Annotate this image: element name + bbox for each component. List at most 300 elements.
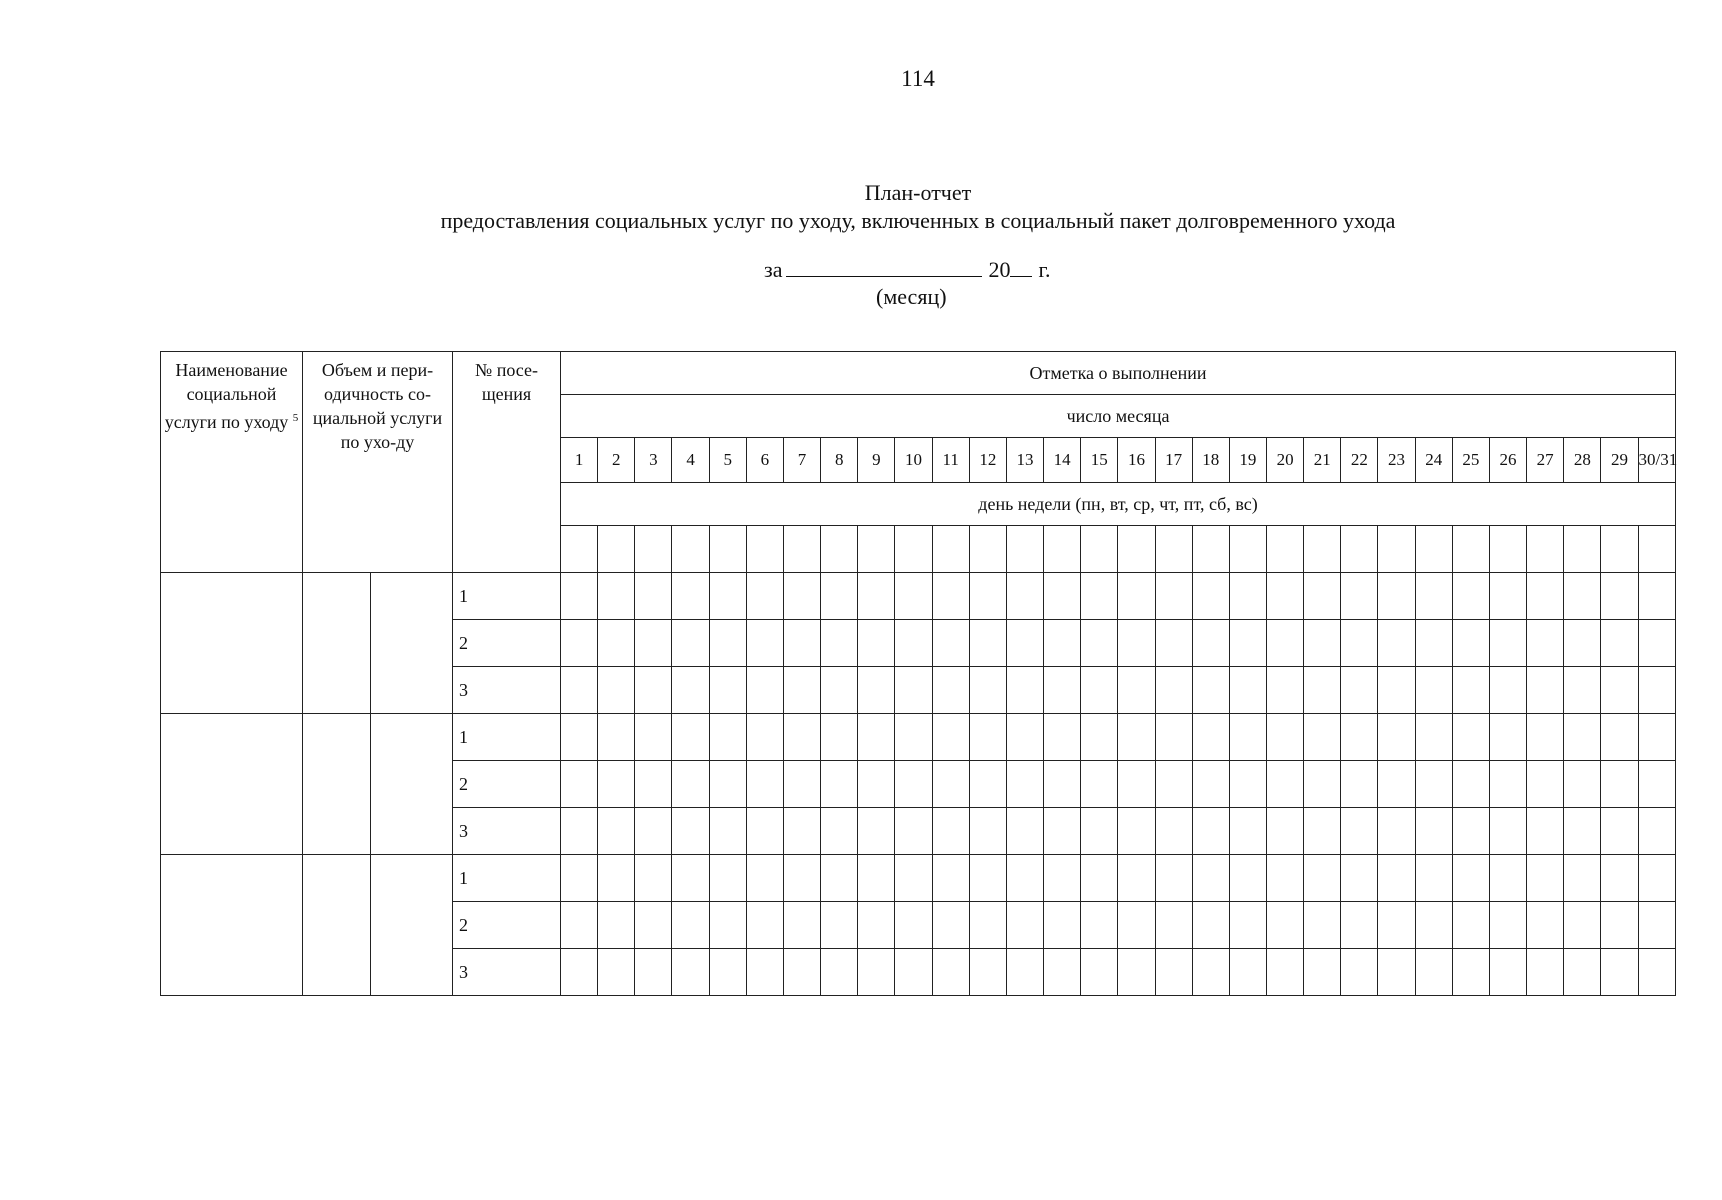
weekday-entry-cell[interactable] xyxy=(1118,526,1155,573)
completion-mark-cell[interactable] xyxy=(1601,573,1638,620)
completion-mark-cell[interactable] xyxy=(1266,902,1303,949)
completion-mark-cell[interactable] xyxy=(561,620,598,667)
completion-mark-cell[interactable] xyxy=(1489,855,1526,902)
completion-mark-cell[interactable] xyxy=(1044,573,1081,620)
completion-mark-cell[interactable] xyxy=(561,573,598,620)
completion-mark-cell[interactable] xyxy=(1378,620,1415,667)
month-blank-field[interactable] xyxy=(786,256,982,277)
completion-mark-cell[interactable] xyxy=(1192,761,1229,808)
completion-mark-cell[interactable] xyxy=(709,808,746,855)
completion-mark-cell[interactable] xyxy=(1341,902,1378,949)
completion-mark-cell[interactable] xyxy=(598,949,635,996)
completion-mark-cell[interactable] xyxy=(598,667,635,714)
completion-mark-cell[interactable] xyxy=(1266,667,1303,714)
completion-mark-cell[interactable] xyxy=(1266,855,1303,902)
completion-mark-cell[interactable] xyxy=(858,902,895,949)
completion-mark-cell[interactable] xyxy=(1229,714,1266,761)
completion-mark-cell[interactable] xyxy=(1044,949,1081,996)
completion-mark-cell[interactable] xyxy=(1527,902,1564,949)
completion-mark-cell[interactable] xyxy=(598,855,635,902)
completion-mark-cell[interactable] xyxy=(1341,949,1378,996)
completion-mark-cell[interactable] xyxy=(1229,667,1266,714)
completion-mark-cell[interactable] xyxy=(635,949,672,996)
completion-mark-cell[interactable] xyxy=(1489,620,1526,667)
completion-mark-cell[interactable] xyxy=(561,714,598,761)
weekday-entry-cell[interactable] xyxy=(1081,526,1118,573)
completion-mark-cell[interactable] xyxy=(672,902,709,949)
completion-mark-cell[interactable] xyxy=(1415,855,1452,902)
completion-mark-cell[interactable] xyxy=(1341,714,1378,761)
year-blank-field[interactable] xyxy=(1010,256,1032,277)
completion-mark-cell[interactable] xyxy=(1081,808,1118,855)
completion-mark-cell[interactable] xyxy=(598,808,635,855)
completion-mark-cell[interactable] xyxy=(746,808,783,855)
completion-mark-cell[interactable] xyxy=(1081,620,1118,667)
completion-mark-cell[interactable] xyxy=(1415,667,1452,714)
completion-mark-cell[interactable] xyxy=(1341,855,1378,902)
completion-mark-cell[interactable] xyxy=(561,949,598,996)
completion-mark-cell[interactable] xyxy=(1489,949,1526,996)
completion-mark-cell[interactable] xyxy=(1192,808,1229,855)
completion-mark-cell[interactable] xyxy=(672,761,709,808)
completion-mark-cell[interactable] xyxy=(1304,714,1341,761)
volume-cell[interactable] xyxy=(303,855,371,996)
completion-mark-cell[interactable] xyxy=(858,573,895,620)
completion-mark-cell[interactable] xyxy=(1452,761,1489,808)
weekday-entry-cell[interactable] xyxy=(1564,526,1601,573)
completion-mark-cell[interactable] xyxy=(709,573,746,620)
completion-mark-cell[interactable] xyxy=(1006,714,1043,761)
weekday-entry-cell[interactable] xyxy=(1601,526,1638,573)
completion-mark-cell[interactable] xyxy=(1192,902,1229,949)
completion-mark-cell[interactable] xyxy=(1415,808,1452,855)
completion-mark-cell[interactable] xyxy=(1192,855,1229,902)
completion-mark-cell[interactable] xyxy=(1266,573,1303,620)
completion-mark-cell[interactable] xyxy=(1415,949,1452,996)
completion-mark-cell[interactable] xyxy=(1304,808,1341,855)
completion-mark-cell[interactable] xyxy=(1266,714,1303,761)
completion-mark-cell[interactable] xyxy=(1378,667,1415,714)
completion-mark-cell[interactable] xyxy=(895,808,932,855)
completion-mark-cell[interactable] xyxy=(1452,949,1489,996)
weekday-entry-cell[interactable] xyxy=(1638,526,1675,573)
completion-mark-cell[interactable] xyxy=(895,714,932,761)
completion-mark-cell[interactable] xyxy=(858,714,895,761)
completion-mark-cell[interactable] xyxy=(1638,573,1675,620)
completion-mark-cell[interactable] xyxy=(1341,667,1378,714)
completion-mark-cell[interactable] xyxy=(598,902,635,949)
periodicity-cell[interactable] xyxy=(371,855,453,996)
completion-mark-cell[interactable] xyxy=(858,761,895,808)
service-name-cell[interactable] xyxy=(161,714,303,855)
completion-mark-cell[interactable] xyxy=(1155,573,1192,620)
completion-mark-cell[interactable] xyxy=(1229,855,1266,902)
completion-mark-cell[interactable] xyxy=(1527,667,1564,714)
completion-mark-cell[interactable] xyxy=(1006,808,1043,855)
completion-mark-cell[interactable] xyxy=(635,667,672,714)
completion-mark-cell[interactable] xyxy=(1489,761,1526,808)
completion-mark-cell[interactable] xyxy=(1118,667,1155,714)
completion-mark-cell[interactable] xyxy=(1527,855,1564,902)
completion-mark-cell[interactable] xyxy=(969,573,1006,620)
completion-mark-cell[interactable] xyxy=(561,855,598,902)
completion-mark-cell[interactable] xyxy=(1527,808,1564,855)
completion-mark-cell[interactable] xyxy=(561,667,598,714)
completion-mark-cell[interactable] xyxy=(1452,667,1489,714)
completion-mark-cell[interactable] xyxy=(1266,761,1303,808)
completion-mark-cell[interactable] xyxy=(821,573,858,620)
weekday-entry-cell[interactable] xyxy=(1006,526,1043,573)
completion-mark-cell[interactable] xyxy=(1564,573,1601,620)
service-name-cell[interactable] xyxy=(161,855,303,996)
completion-mark-cell[interactable] xyxy=(1452,855,1489,902)
completion-mark-cell[interactable] xyxy=(1081,667,1118,714)
weekday-entry-cell[interactable] xyxy=(858,526,895,573)
completion-mark-cell[interactable] xyxy=(598,714,635,761)
completion-mark-cell[interactable] xyxy=(1378,761,1415,808)
completion-mark-cell[interactable] xyxy=(1527,714,1564,761)
completion-mark-cell[interactable] xyxy=(709,949,746,996)
completion-mark-cell[interactable] xyxy=(1044,761,1081,808)
completion-mark-cell[interactable] xyxy=(1638,902,1675,949)
completion-mark-cell[interactable] xyxy=(746,620,783,667)
completion-mark-cell[interactable] xyxy=(561,902,598,949)
completion-mark-cell[interactable] xyxy=(1081,949,1118,996)
completion-mark-cell[interactable] xyxy=(1489,573,1526,620)
completion-mark-cell[interactable] xyxy=(1118,620,1155,667)
completion-mark-cell[interactable] xyxy=(1527,620,1564,667)
weekday-entry-cell[interactable] xyxy=(1489,526,1526,573)
completion-mark-cell[interactable] xyxy=(895,949,932,996)
completion-mark-cell[interactable] xyxy=(1044,855,1081,902)
weekday-entry-cell[interactable] xyxy=(1266,526,1303,573)
weekday-entry-cell[interactable] xyxy=(821,526,858,573)
completion-mark-cell[interactable] xyxy=(969,667,1006,714)
completion-mark-cell[interactable] xyxy=(672,667,709,714)
completion-mark-cell[interactable] xyxy=(1527,949,1564,996)
completion-mark-cell[interactable] xyxy=(932,855,969,902)
completion-mark-cell[interactable] xyxy=(1266,620,1303,667)
completion-mark-cell[interactable] xyxy=(635,761,672,808)
weekday-entry-cell[interactable] xyxy=(1527,526,1564,573)
completion-mark-cell[interactable] xyxy=(1564,667,1601,714)
completion-mark-cell[interactable] xyxy=(1155,902,1192,949)
weekday-entry-cell[interactable] xyxy=(932,526,969,573)
completion-mark-cell[interactable] xyxy=(1006,667,1043,714)
weekday-entry-cell[interactable] xyxy=(598,526,635,573)
completion-mark-cell[interactable] xyxy=(1341,620,1378,667)
completion-mark-cell[interactable] xyxy=(709,714,746,761)
weekday-entry-cell[interactable] xyxy=(1415,526,1452,573)
completion-mark-cell[interactable] xyxy=(1229,761,1266,808)
completion-mark-cell[interactable] xyxy=(858,949,895,996)
weekday-entry-cell[interactable] xyxy=(783,526,820,573)
completion-mark-cell[interactable] xyxy=(895,573,932,620)
completion-mark-cell[interactable] xyxy=(1452,808,1489,855)
completion-mark-cell[interactable] xyxy=(821,902,858,949)
completion-mark-cell[interactable] xyxy=(1564,902,1601,949)
completion-mark-cell[interactable] xyxy=(1155,667,1192,714)
completion-mark-cell[interactable] xyxy=(895,761,932,808)
completion-mark-cell[interactable] xyxy=(1415,620,1452,667)
completion-mark-cell[interactable] xyxy=(969,761,1006,808)
completion-mark-cell[interactable] xyxy=(969,620,1006,667)
completion-mark-cell[interactable] xyxy=(858,667,895,714)
completion-mark-cell[interactable] xyxy=(1378,714,1415,761)
completion-mark-cell[interactable] xyxy=(821,714,858,761)
completion-mark-cell[interactable] xyxy=(598,761,635,808)
weekday-entry-cell[interactable] xyxy=(1192,526,1229,573)
completion-mark-cell[interactable] xyxy=(1006,902,1043,949)
completion-mark-cell[interactable] xyxy=(709,620,746,667)
weekday-entry-cell[interactable] xyxy=(746,526,783,573)
completion-mark-cell[interactable] xyxy=(1341,761,1378,808)
completion-mark-cell[interactable] xyxy=(821,855,858,902)
completion-mark-cell[interactable] xyxy=(1638,761,1675,808)
volume-cell[interactable] xyxy=(303,573,371,714)
completion-mark-cell[interactable] xyxy=(709,667,746,714)
completion-mark-cell[interactable] xyxy=(783,714,820,761)
completion-mark-cell[interactable] xyxy=(932,573,969,620)
completion-mark-cell[interactable] xyxy=(1601,855,1638,902)
completion-mark-cell[interactable] xyxy=(1378,949,1415,996)
completion-mark-cell[interactable] xyxy=(1341,808,1378,855)
completion-mark-cell[interactable] xyxy=(1229,902,1266,949)
completion-mark-cell[interactable] xyxy=(635,620,672,667)
completion-mark-cell[interactable] xyxy=(932,667,969,714)
completion-mark-cell[interactable] xyxy=(1044,902,1081,949)
completion-mark-cell[interactable] xyxy=(783,761,820,808)
completion-mark-cell[interactable] xyxy=(932,949,969,996)
periodicity-cell[interactable] xyxy=(371,573,453,714)
completion-mark-cell[interactable] xyxy=(635,573,672,620)
completion-mark-cell[interactable] xyxy=(1006,620,1043,667)
completion-mark-cell[interactable] xyxy=(1564,855,1601,902)
completion-mark-cell[interactable] xyxy=(635,808,672,855)
completion-mark-cell[interactable] xyxy=(821,620,858,667)
completion-mark-cell[interactable] xyxy=(858,855,895,902)
completion-mark-cell[interactable] xyxy=(1489,808,1526,855)
completion-mark-cell[interactable] xyxy=(1527,573,1564,620)
completion-mark-cell[interactable] xyxy=(1564,808,1601,855)
completion-mark-cell[interactable] xyxy=(1452,902,1489,949)
completion-mark-cell[interactable] xyxy=(858,808,895,855)
completion-mark-cell[interactable] xyxy=(1452,620,1489,667)
completion-mark-cell[interactable] xyxy=(1081,855,1118,902)
completion-mark-cell[interactable] xyxy=(1415,761,1452,808)
completion-mark-cell[interactable] xyxy=(1155,620,1192,667)
completion-mark-cell[interactable] xyxy=(1638,714,1675,761)
completion-mark-cell[interactable] xyxy=(969,902,1006,949)
completion-mark-cell[interactable] xyxy=(672,714,709,761)
completion-mark-cell[interactable] xyxy=(783,620,820,667)
completion-mark-cell[interactable] xyxy=(672,808,709,855)
completion-mark-cell[interactable] xyxy=(1118,761,1155,808)
completion-mark-cell[interactable] xyxy=(1378,573,1415,620)
completion-mark-cell[interactable] xyxy=(709,761,746,808)
completion-mark-cell[interactable] xyxy=(1564,949,1601,996)
completion-mark-cell[interactable] xyxy=(1601,902,1638,949)
weekday-entry-cell[interactable] xyxy=(1452,526,1489,573)
completion-mark-cell[interactable] xyxy=(1266,949,1303,996)
completion-mark-cell[interactable] xyxy=(1638,667,1675,714)
completion-mark-cell[interactable] xyxy=(1304,949,1341,996)
completion-mark-cell[interactable] xyxy=(1638,808,1675,855)
completion-mark-cell[interactable] xyxy=(858,620,895,667)
completion-mark-cell[interactable] xyxy=(1304,667,1341,714)
completion-mark-cell[interactable] xyxy=(895,902,932,949)
completion-mark-cell[interactable] xyxy=(1118,714,1155,761)
completion-mark-cell[interactable] xyxy=(1081,761,1118,808)
completion-mark-cell[interactable] xyxy=(1564,620,1601,667)
completion-mark-cell[interactable] xyxy=(672,949,709,996)
completion-mark-cell[interactable] xyxy=(1155,714,1192,761)
weekday-entry-cell[interactable] xyxy=(895,526,932,573)
completion-mark-cell[interactable] xyxy=(1601,949,1638,996)
completion-mark-cell[interactable] xyxy=(932,714,969,761)
completion-mark-cell[interactable] xyxy=(783,573,820,620)
completion-mark-cell[interactable] xyxy=(1489,667,1526,714)
completion-mark-cell[interactable] xyxy=(969,808,1006,855)
completion-mark-cell[interactable] xyxy=(746,573,783,620)
completion-mark-cell[interactable] xyxy=(1118,902,1155,949)
completion-mark-cell[interactable] xyxy=(1304,761,1341,808)
completion-mark-cell[interactable] xyxy=(1081,573,1118,620)
completion-mark-cell[interactable] xyxy=(932,808,969,855)
completion-mark-cell[interactable] xyxy=(1044,714,1081,761)
completion-mark-cell[interactable] xyxy=(1452,573,1489,620)
weekday-entry-cell[interactable] xyxy=(1044,526,1081,573)
completion-mark-cell[interactable] xyxy=(1118,808,1155,855)
completion-mark-cell[interactable] xyxy=(709,902,746,949)
completion-mark-cell[interactable] xyxy=(598,620,635,667)
completion-mark-cell[interactable] xyxy=(746,761,783,808)
completion-mark-cell[interactable] xyxy=(932,620,969,667)
completion-mark-cell[interactable] xyxy=(1118,855,1155,902)
completion-mark-cell[interactable] xyxy=(969,714,1006,761)
service-name-cell[interactable] xyxy=(161,573,303,714)
completion-mark-cell[interactable] xyxy=(1378,902,1415,949)
completion-mark-cell[interactable] xyxy=(1044,620,1081,667)
completion-mark-cell[interactable] xyxy=(1601,667,1638,714)
weekday-entry-cell[interactable] xyxy=(1304,526,1341,573)
completion-mark-cell[interactable] xyxy=(1601,714,1638,761)
completion-mark-cell[interactable] xyxy=(783,667,820,714)
completion-mark-cell[interactable] xyxy=(932,902,969,949)
completion-mark-cell[interactable] xyxy=(1006,573,1043,620)
completion-mark-cell[interactable] xyxy=(746,949,783,996)
completion-mark-cell[interactable] xyxy=(895,667,932,714)
completion-mark-cell[interactable] xyxy=(1044,667,1081,714)
completion-mark-cell[interactable] xyxy=(672,855,709,902)
completion-mark-cell[interactable] xyxy=(1155,808,1192,855)
completion-mark-cell[interactable] xyxy=(1229,949,1266,996)
completion-mark-cell[interactable] xyxy=(1118,573,1155,620)
completion-mark-cell[interactable] xyxy=(895,620,932,667)
completion-mark-cell[interactable] xyxy=(1601,620,1638,667)
completion-mark-cell[interactable] xyxy=(821,808,858,855)
completion-mark-cell[interactable] xyxy=(1378,808,1415,855)
weekday-entry-cell[interactable] xyxy=(1229,526,1266,573)
completion-mark-cell[interactable] xyxy=(932,761,969,808)
completion-mark-cell[interactable] xyxy=(746,667,783,714)
completion-mark-cell[interactable] xyxy=(821,949,858,996)
completion-mark-cell[interactable] xyxy=(1118,949,1155,996)
completion-mark-cell[interactable] xyxy=(1638,949,1675,996)
completion-mark-cell[interactable] xyxy=(1638,620,1675,667)
completion-mark-cell[interactable] xyxy=(1081,902,1118,949)
completion-mark-cell[interactable] xyxy=(1192,714,1229,761)
completion-mark-cell[interactable] xyxy=(1081,714,1118,761)
completion-mark-cell[interactable] xyxy=(1155,855,1192,902)
completion-mark-cell[interactable] xyxy=(1527,761,1564,808)
weekday-entry-cell[interactable] xyxy=(969,526,1006,573)
completion-mark-cell[interactable] xyxy=(1601,761,1638,808)
completion-mark-cell[interactable] xyxy=(1489,902,1526,949)
completion-mark-cell[interactable] xyxy=(1006,761,1043,808)
completion-mark-cell[interactable] xyxy=(1044,808,1081,855)
volume-cell[interactable] xyxy=(303,714,371,855)
completion-mark-cell[interactable] xyxy=(672,573,709,620)
completion-mark-cell[interactable] xyxy=(1638,855,1675,902)
completion-mark-cell[interactable] xyxy=(1378,855,1415,902)
completion-mark-cell[interactable] xyxy=(1155,761,1192,808)
completion-mark-cell[interactable] xyxy=(783,949,820,996)
completion-mark-cell[interactable] xyxy=(1304,855,1341,902)
completion-mark-cell[interactable] xyxy=(561,808,598,855)
completion-mark-cell[interactable] xyxy=(969,949,1006,996)
completion-mark-cell[interactable] xyxy=(1006,949,1043,996)
completion-mark-cell[interactable] xyxy=(561,761,598,808)
completion-mark-cell[interactable] xyxy=(635,855,672,902)
completion-mark-cell[interactable] xyxy=(1415,902,1452,949)
weekday-entry-cell[interactable] xyxy=(561,526,598,573)
completion-mark-cell[interactable] xyxy=(746,855,783,902)
weekday-entry-cell[interactable] xyxy=(635,526,672,573)
completion-mark-cell[interactable] xyxy=(672,620,709,667)
completion-mark-cell[interactable] xyxy=(1415,573,1452,620)
completion-mark-cell[interactable] xyxy=(1192,573,1229,620)
completion-mark-cell[interactable] xyxy=(635,902,672,949)
completion-mark-cell[interactable] xyxy=(1229,573,1266,620)
completion-mark-cell[interactable] xyxy=(783,808,820,855)
completion-mark-cell[interactable] xyxy=(1155,949,1192,996)
completion-mark-cell[interactable] xyxy=(895,855,932,902)
completion-mark-cell[interactable] xyxy=(1229,808,1266,855)
completion-mark-cell[interactable] xyxy=(1304,573,1341,620)
weekday-entry-cell[interactable] xyxy=(672,526,709,573)
completion-mark-cell[interactable] xyxy=(709,855,746,902)
completion-mark-cell[interactable] xyxy=(1564,714,1601,761)
completion-mark-cell[interactable] xyxy=(598,573,635,620)
completion-mark-cell[interactable] xyxy=(783,902,820,949)
completion-mark-cell[interactable] xyxy=(635,714,672,761)
completion-mark-cell[interactable] xyxy=(1304,902,1341,949)
completion-mark-cell[interactable] xyxy=(1415,714,1452,761)
completion-mark-cell[interactable] xyxy=(1192,949,1229,996)
weekday-entry-cell[interactable] xyxy=(1378,526,1415,573)
completion-mark-cell[interactable] xyxy=(1006,855,1043,902)
completion-mark-cell[interactable] xyxy=(1489,714,1526,761)
completion-mark-cell[interactable] xyxy=(1192,667,1229,714)
weekday-entry-cell[interactable] xyxy=(709,526,746,573)
completion-mark-cell[interactable] xyxy=(1564,761,1601,808)
completion-mark-cell[interactable] xyxy=(821,667,858,714)
weekday-entry-cell[interactable] xyxy=(1341,526,1378,573)
completion-mark-cell[interactable] xyxy=(1266,808,1303,855)
completion-mark-cell[interactable] xyxy=(1192,620,1229,667)
completion-mark-cell[interactable] xyxy=(1229,620,1266,667)
